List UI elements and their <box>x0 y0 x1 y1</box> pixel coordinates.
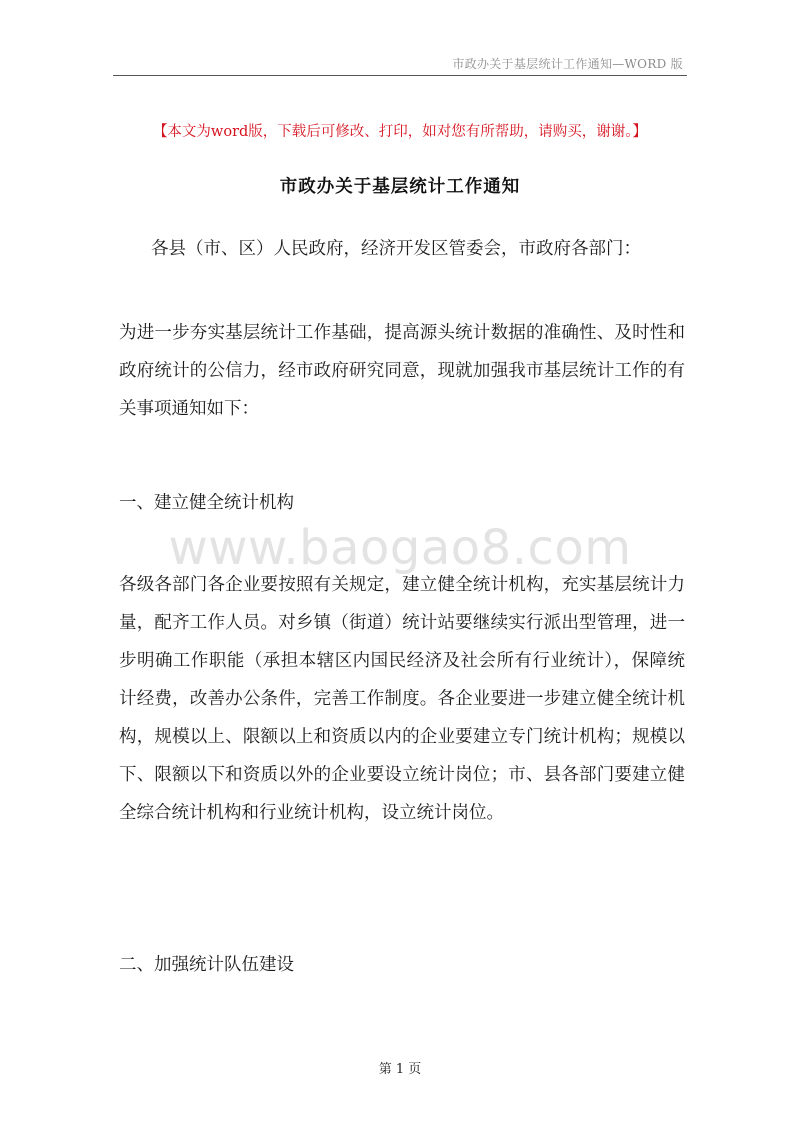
document-title: 市政办关于基层统计工作通知 <box>279 177 521 197</box>
download-notice: 【本文为word版，下载后可修改、打印，如对您有所帮助，请购买，谢谢。】 <box>152 124 648 140</box>
section-1-body: 各级各部门各企业要按照有关规定，建立健全统计机构，充实基层统计力量，配齐工作人员。对乡镇（街道）统计站要继续实行派出型管理，进一步明确工作职能（承担本辖区内国民经济及社会所有行业统计），保障统计经费，改善办公条件，完善工作制度。各企业要进一步建立健全统计机构，规模以上、限额以上和资质以内的企业要建立专门统计机构；规模以下、限额以下和资质以外的企业要设立统计岗位；市、县各部门要建立健全综合统计机构和行业统计机构，设立统计岗位。 <box>119 575 685 823</box>
running-header: 市政办关于基层统计工作通知—WORD 版 <box>452 57 683 71</box>
header-divider <box>113 75 687 76</box>
watermark: www.baogao8.com <box>168 520 632 576</box>
salutation: 各县（市、区）人民政府，经济开发区管委会，市政府各部门： <box>151 239 641 259</box>
page-number: 第 1 页 <box>378 1062 422 1077</box>
intro-paragraph: 为进一步夯实基层统计工作基础，提高源头统计数据的准确性、及时性和政府统计的公信力，经市政府研究同意，现就加强我市基层统计工作的有关事项通知如下： <box>119 323 685 419</box>
section-2-heading: 二、加强统计队伍建设 <box>119 955 294 975</box>
section-1-heading: 一、建立健全统计机构 <box>119 493 294 513</box>
